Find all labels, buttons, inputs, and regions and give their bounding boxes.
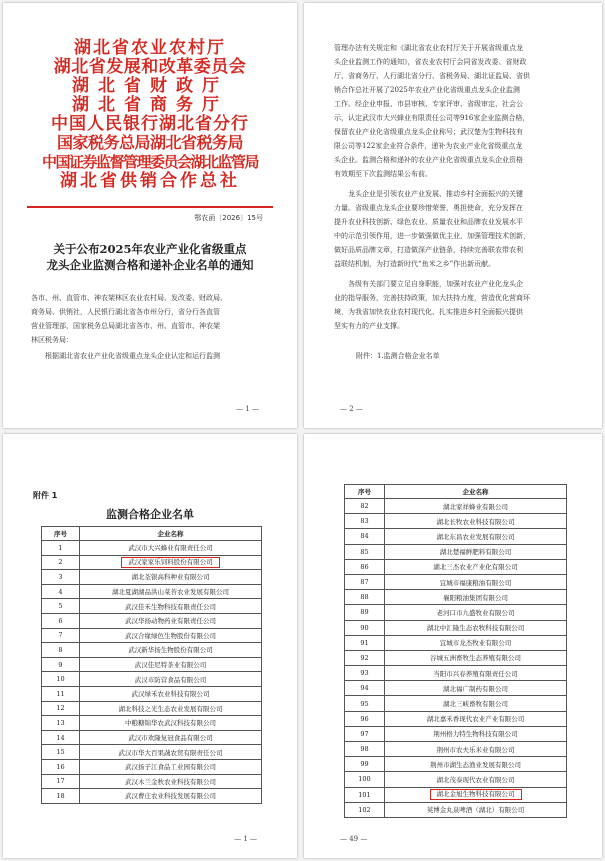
company-name (80, 555, 262, 570)
highlighted-company-name: 武汉家家乐饲料股份有限公司 (121, 557, 220, 568)
row-number: 1 (42, 541, 80, 556)
company-name: 宜城市龙杰牧业有限公司 (385, 635, 567, 650)
recipients-line-2: 商务局、供销社，人民银行湖北省各市州分行，省分行各直管 (31, 308, 220, 316)
row-number: 18 (42, 789, 80, 804)
table-row (345, 635, 567, 650)
company-name: 武汉市大兴蜂业有限责任公司 (80, 541, 262, 556)
row-number: 95 (345, 696, 385, 711)
table-row (42, 555, 262, 570)
agency-name-4: 湖北省商务厅 (72, 95, 228, 115)
recipients-line-4: 林区税务局： (31, 336, 73, 344)
row-number: 102 (345, 802, 385, 817)
row-number: 7 (42, 628, 80, 643)
row-number: 96 (345, 711, 385, 726)
document-number: 鄂农函〔2026〕15号 (194, 214, 263, 222)
table-row (42, 759, 262, 774)
table-title: 监测合格企业名单 (106, 508, 194, 521)
body-line: 龙头企业是引领农业产业发展、推动乡村全面振兴的关键 (334, 190, 523, 198)
table-row (345, 544, 567, 559)
table-row (42, 541, 262, 556)
company-name: 荚博金丸泉啤酒（湖北）有限公司 (385, 802, 567, 817)
column-header-company: 企业名称 (80, 527, 262, 541)
company-name: 老河口市九盛牧业有限公司 (385, 605, 567, 620)
row-number: 82 (345, 499, 385, 514)
row-number: 88 (345, 590, 385, 605)
row-number: 83 (345, 514, 385, 529)
column-header-number: 序号 (42, 527, 80, 541)
body-line: 境，为我省加快农业农村现代化、扎实推进乡村全面振兴提供 (334, 308, 523, 316)
row-number: 17 (42, 774, 80, 789)
body-first-line: 根据湖北省农业产业化省级重点龙头企业认定和运行监测 (45, 352, 220, 360)
attachment-label: 附件 1 (33, 491, 58, 500)
company-name: 荆州市农夫乐米业有限公司 (385, 742, 567, 757)
table-row (345, 742, 567, 757)
body-line: 工作。经企业申报、市县审核、专家评审、省级审定、社会公 (334, 100, 523, 108)
document-page-1 (3, 3, 297, 428)
row-number: 94 (345, 681, 385, 696)
table-row (345, 711, 567, 726)
company-name: 武汉木兰金秋农业科技有限公司 (80, 774, 262, 789)
company-name: 当阳市兴春养殖有限责任公司 (385, 666, 567, 681)
body-line: 示，认定武汉市大兴蜂业有限责任公司等916家企业监测合格， (334, 114, 530, 122)
column-header-company: 企业名称 (385, 485, 567, 499)
table-row (42, 716, 262, 731)
body-line: 各级有关部门要立足自身职能，加强对农业产业化龙头企 (334, 280, 523, 288)
body-line: 做好品质品牌文章，打造做深产业链条，持续完善联农带农利 (334, 246, 523, 254)
company-name: 湖北长牧农业科技有限公司 (385, 514, 567, 529)
row-number: 5 (42, 599, 80, 614)
row-number: 97 (345, 726, 385, 741)
company-name: 武汉市华大百果蔬农贸有限责任公司 (80, 745, 262, 760)
table-row (42, 599, 262, 614)
company-name: 湖北楚福鲜肥料有限公司 (385, 544, 567, 559)
company-name: 武汉市防营食品有限公司 (80, 672, 262, 687)
agency-name-3: 湖北省财政厅 (72, 76, 228, 96)
row-number: 84 (345, 529, 385, 544)
notice-title-line-1: 关于公布2025年农业产业化省级重点 (53, 242, 247, 256)
row-number: 93 (345, 666, 385, 681)
row-number: 14 (42, 730, 80, 745)
row-number: 16 (42, 759, 80, 774)
row-number: 11 (42, 686, 80, 701)
row-number: 85 (345, 544, 385, 559)
company-name: 武汉佳禾生物科技有限责任公司 (80, 599, 262, 614)
company-name: 武汉市欢隆复冠食品有限公司 (80, 730, 262, 745)
table-row (42, 628, 262, 643)
company-name: 武汉合缘绿色生物股份有限公司 (80, 628, 262, 643)
row-number: 4 (42, 584, 80, 599)
company-name: 武汉扬子江食品工业园有限公司 (80, 759, 262, 774)
table-row (42, 584, 262, 599)
table-row (345, 605, 567, 620)
table-row (42, 686, 262, 701)
company-name: 中粮糖锦华农武汉科技有限公司 (80, 716, 262, 731)
body-line: 头企业监测工作的通知》，省农业农村厅会同省发改委、省财政 (334, 58, 527, 66)
document-page-3 (3, 434, 297, 858)
body-line: 中的示范引领作用，进一步做强做优主业，加强管理技术创新， (334, 232, 530, 240)
body-line: 销合作总社开展了2025年农业产业化省级重点龙头企业监测 (334, 86, 520, 94)
company-name: 武汉新华扬生物股份有限公司 (80, 643, 262, 658)
company-name: 湖北三峡畜牧有限公司 (385, 696, 567, 711)
table-row (345, 802, 567, 817)
company-name: 湖北家祥蜂业有限公司 (385, 499, 567, 514)
table-row (345, 726, 567, 741)
body-line: 业的指导服务，完善扶持政策，加大扶持力度，营造优化营商环 (334, 294, 530, 302)
table-row (345, 529, 567, 544)
body-line: 头企业。监测合格和递补的农业产业化省级重点龙头企业资格 (334, 156, 523, 164)
company-name: 荆州市湖生态渔业发展有限公司 (385, 757, 567, 772)
agency-name-7: 中国证券监督管理委员会湖北监管局 (41, 153, 258, 171)
body-line: 保留农业产业化省级重点龙头企业称号；武汉楚为生物科技有 (334, 128, 523, 136)
red-divider-line (27, 206, 273, 208)
row-number: 98 (345, 742, 385, 757)
company-name: 荆州格力特生物科技有限公司 (385, 726, 567, 741)
company-name: 谷城五洲畜牧生态养殖有限公司 (385, 650, 567, 665)
company-name: 湖北夏湖湖品洪山菜苔农业发展有限公司 (80, 584, 262, 599)
table-row (42, 570, 262, 585)
company-name: 武汉曹庄农业科技发展有限公司 (80, 789, 262, 804)
table-row (42, 643, 262, 658)
page-number: — 2 — (340, 405, 363, 413)
document-page-2 (304, 3, 602, 428)
agency-name-1: 湖北省农业农村厅 (74, 38, 226, 58)
row-number: 6 (42, 613, 80, 628)
company-name: 襄阳粮油集团有限公司 (385, 590, 567, 605)
row-number: 9 (42, 657, 80, 672)
table-row (345, 696, 567, 711)
company-name: 湖北东昌农业发展有限公司 (385, 529, 567, 544)
row-number: 92 (345, 650, 385, 665)
table-row (42, 613, 262, 628)
company-name: 湖北茂泰现代农业有限公司 (385, 772, 567, 787)
body-line: 益联结机制，为打造新时代“鱼米之乡”作出新贡献。 (334, 260, 496, 268)
row-number: 89 (345, 605, 385, 620)
page-number: — 1 — (236, 405, 259, 413)
table-row (345, 650, 567, 665)
column-header-number: 序号 (345, 485, 385, 499)
table-row (345, 514, 567, 529)
table-row (42, 701, 262, 716)
notice-title-line-2: 龙头企业监测合格和递补企业名单的通知 (46, 258, 254, 272)
company-name: 武汉佳尼特茶业有限公司 (80, 657, 262, 672)
table-row (345, 666, 567, 681)
table-row (345, 620, 567, 635)
agency-name-2: 湖北省发展和改革委员会 (53, 57, 247, 77)
table-row (345, 757, 567, 772)
company-name: 湖北嘉禾香现代农业产业有限公司 (385, 711, 567, 726)
row-number: 87 (345, 574, 385, 589)
highlighted-company-name: 湖北金旭生物科技有限公司 (430, 789, 522, 800)
body-line: 管理办法有关规定和《湖北省农业农村厅关于开展省级重点龙 (334, 44, 523, 52)
row-number: 100 (345, 772, 385, 787)
row-number: 10 (42, 672, 80, 687)
page-number: — 1 — (234, 835, 257, 843)
recipients-line-3: 营业管理部，国家税务总局湖北省各市、州、直管市、神农架 (31, 322, 220, 330)
row-number: 15 (42, 745, 80, 760)
table-row (345, 787, 567, 802)
body-line: 力量。省级重点龙头企业要珍惜荣誉，勇担使命，充分发挥在 (334, 204, 523, 212)
company-table (41, 526, 262, 804)
company-name (385, 787, 567, 802)
table-row (42, 672, 262, 687)
row-number: 86 (345, 559, 385, 574)
row-number: 99 (345, 757, 385, 772)
table-row (345, 772, 567, 787)
company-name: 武汉华扬动物药业有限责任公司 (80, 613, 262, 628)
document-page-4 (304, 434, 602, 858)
body-line: 厅、省商务厅、人行湖北省分行、省税务局、湖北证监局、省供 (334, 72, 530, 80)
row-number: 12 (42, 701, 80, 716)
company-name: 湖北科技之光生态农业发展有限公司 (80, 701, 262, 716)
company-name: 湖北福广制药有限公司 (385, 681, 567, 696)
agency-name-5: 中国人民银行湖北省分行 (51, 114, 249, 134)
company-name: 武汉绿禾农业科技有限公司 (80, 686, 262, 701)
table-row (345, 590, 567, 605)
row-number: 3 (42, 570, 80, 585)
row-number: 90 (345, 620, 385, 635)
attachment-line: 附件：1.监测合格企业名单 (356, 352, 440, 360)
page-number: — 49 — (340, 835, 368, 843)
table-row (345, 681, 567, 696)
table-row (42, 774, 262, 789)
recipients-line-1: 各市、州、直管市、神农架林区农业农村局、发改委、财政局、 (31, 294, 227, 302)
table-row (42, 789, 262, 804)
company-name: 湖北三杰农业产业化有限公司 (385, 559, 567, 574)
company-name: 湖北中汇隆生态农牧科技有限公司 (385, 620, 567, 635)
body-line: 限公司等122家企业符合条件，递补为农业产业化省级重点龙 (334, 142, 523, 150)
company-name: 宜城市福康粮油有限公司 (385, 574, 567, 589)
table-row (42, 657, 262, 672)
agency-name-8: 湖北省供销合作总社 (60, 171, 240, 191)
body-line: 坚实有力的产业支撑。 (334, 322, 404, 330)
agency-name-6: 国家税务总局湖北省税务局 (56, 133, 243, 152)
table-row (42, 730, 262, 745)
row-number: 13 (42, 716, 80, 731)
table-row (345, 574, 567, 589)
body-line: 提升农业科技创新、绿色农业、质量农业和品牌农业发展水平 (334, 218, 523, 226)
table-row (345, 499, 567, 514)
table-row (345, 559, 567, 574)
company-name: 湖北荃银高科种业有限公司 (80, 570, 262, 585)
row-number: 2 (42, 555, 80, 570)
row-number: 101 (345, 787, 385, 802)
company-table (344, 484, 567, 818)
table-row (42, 745, 262, 760)
row-number: 91 (345, 635, 385, 650)
row-number: 8 (42, 643, 80, 658)
body-line: 有效期至下次监测结果公布前。 (334, 170, 432, 178)
